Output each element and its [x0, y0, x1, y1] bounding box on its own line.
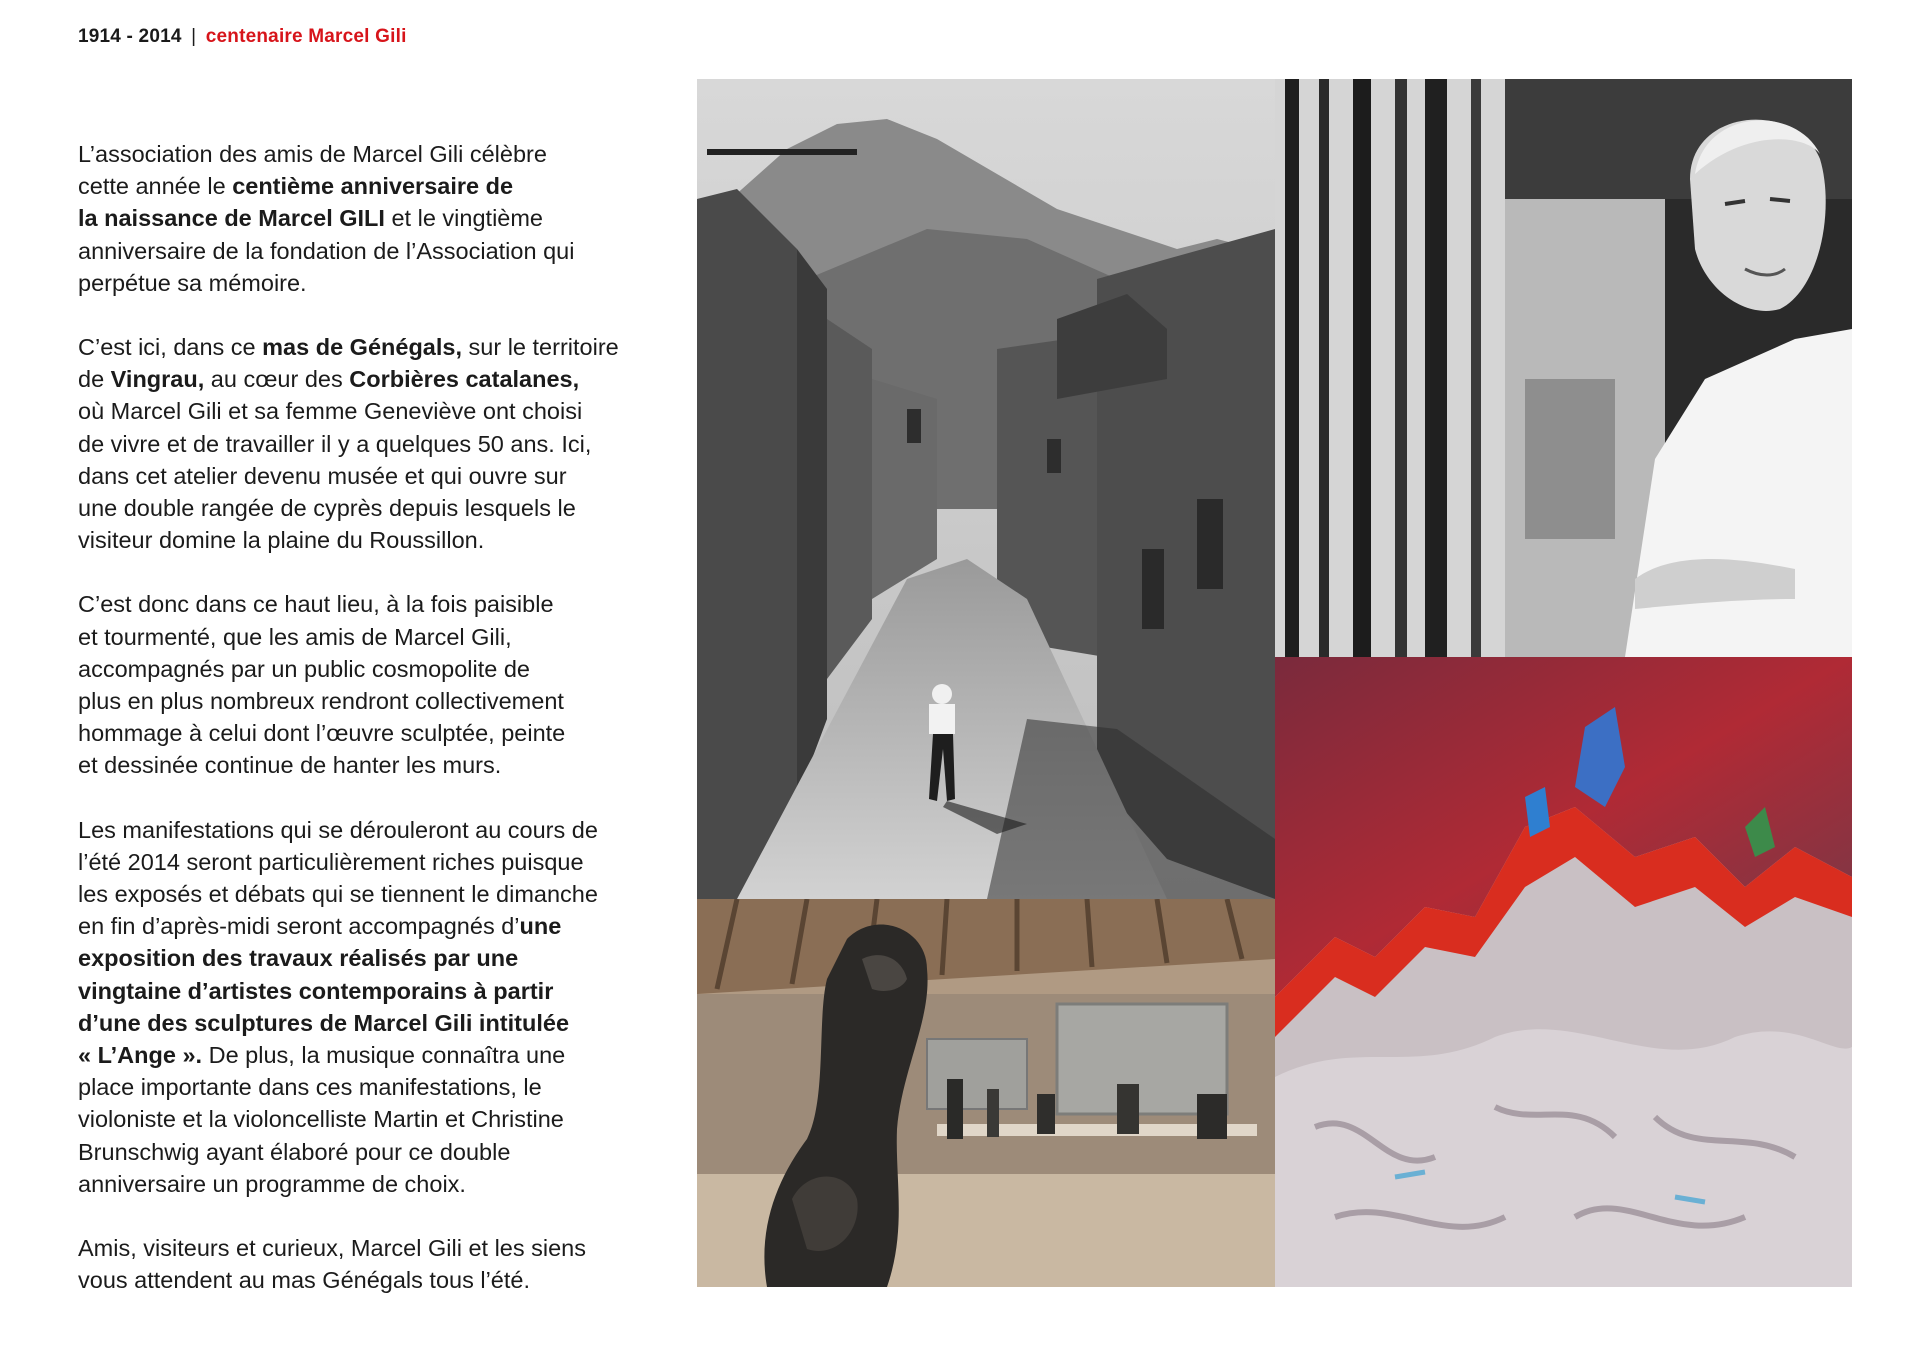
body-text: C’est ici, dans ce [78, 334, 263, 361]
body-text: L’association des amis de Marcel Gili célèbre [78, 141, 547, 167]
paragraph-1 [78, 138, 648, 299]
page-header [78, 26, 407, 48]
paragraph-5 [78, 1232, 648, 1296]
body-text: et le vingtième [384, 205, 544, 232]
emphasis-text: « L’Ange ». [78, 1042, 203, 1069]
body-text: Amis, visiteurs et curieux, Marcel Gili et les siens [78, 1235, 587, 1262]
body-text: et tourmenté, que les amis de Marcel Gili, [78, 623, 512, 650]
body-text: Les manifestations qui se dérouleront au cours de [78, 816, 598, 843]
emphasis-text: d’une des sculptures de Marcel Gili intitulée [78, 1009, 570, 1036]
body-text: cette année le [78, 173, 233, 200]
body-text: de vivre et de travailler il y a quelques 50 ans. Ici, [78, 430, 592, 457]
emphasis-text: exposition des travaux réalisés par une [78, 945, 519, 972]
body-text: C’est donc dans ce haut lieu, à la fois paisible [78, 591, 554, 618]
header-years: 1914 - 2014 [78, 26, 182, 47]
body-text: sur le territoire [462, 334, 619, 361]
body-text: violoniste et la violoncelliste Martin et Christine [78, 1106, 564, 1133]
sculpture-museum-photo [697, 899, 1275, 1287]
emphasis-text: la naissance de Marcel GILI [78, 205, 385, 232]
body-text: une double rangée de cyprès depuis lesquels le [78, 495, 576, 522]
header-separator: | [191, 26, 197, 47]
body-text: accompagnés par un public cosmopolite de [78, 655, 530, 682]
body-text: de [78, 366, 111, 393]
paragraph-2 [78, 331, 648, 556]
emphasis-text: Vingrau, [110, 366, 205, 393]
body-text: perpétue sa mémoire. [78, 269, 307, 296]
body-text: vous attendent au mas Génégals tous l’été. [78, 1267, 531, 1294]
body-text: dans cet atelier devenu musée et qui ouvre sur [78, 462, 567, 489]
body-text: anniversaire de la fondation de l’Association qui [78, 237, 575, 264]
body-text: plus en plus nombreux rendront collectivement [78, 688, 564, 715]
header-title: centenaire Marcel Gili [205, 26, 407, 47]
body-text: visiteur domine la plaine du Roussillon. [78, 527, 485, 554]
painting-detail-photo [1275, 657, 1852, 1287]
emphasis-text: mas de Génégals, [262, 334, 462, 361]
emphasis-text: Corbières catalanes, [349, 366, 580, 393]
body-text: place importante dans ces manifestations, le [78, 1074, 542, 1101]
paragraph-3 [78, 588, 648, 781]
body-text: De plus, la musique connaîtra une [202, 1042, 566, 1069]
article-text [78, 138, 648, 1329]
body-text: Brunschwig ayant élaboré pour ce double [78, 1138, 511, 1165]
body-text: au cœur des [204, 366, 350, 393]
emphasis-text: centième anniversaire de [232, 173, 514, 200]
body-text: où Marcel Gili et sa femme Geneviève ont choisi [78, 398, 583, 425]
body-text: en fin d’après-midi seront accompagnés d’ [78, 913, 520, 940]
body-text: hommage à celui dont l’œuvre sculptée, peinte [78, 720, 566, 747]
emphasis-text: vingtaine d’artistes contemporains à partir [78, 977, 554, 1004]
village-street-photo [697, 79, 1275, 899]
paragraph-4 [78, 814, 648, 1200]
body-text: et dessinée continue de hanter les murs. [78, 752, 502, 779]
emphasis-text: une [519, 913, 562, 940]
body-text: anniversaire un programme de choix. [78, 1170, 466, 1197]
artist-portrait-photo [1275, 79, 1852, 657]
body-text: les exposés et débats qui se tiennent le dimanche [78, 881, 598, 908]
body-text: l’été 2014 seront particulièrement riches puisque [78, 848, 584, 875]
